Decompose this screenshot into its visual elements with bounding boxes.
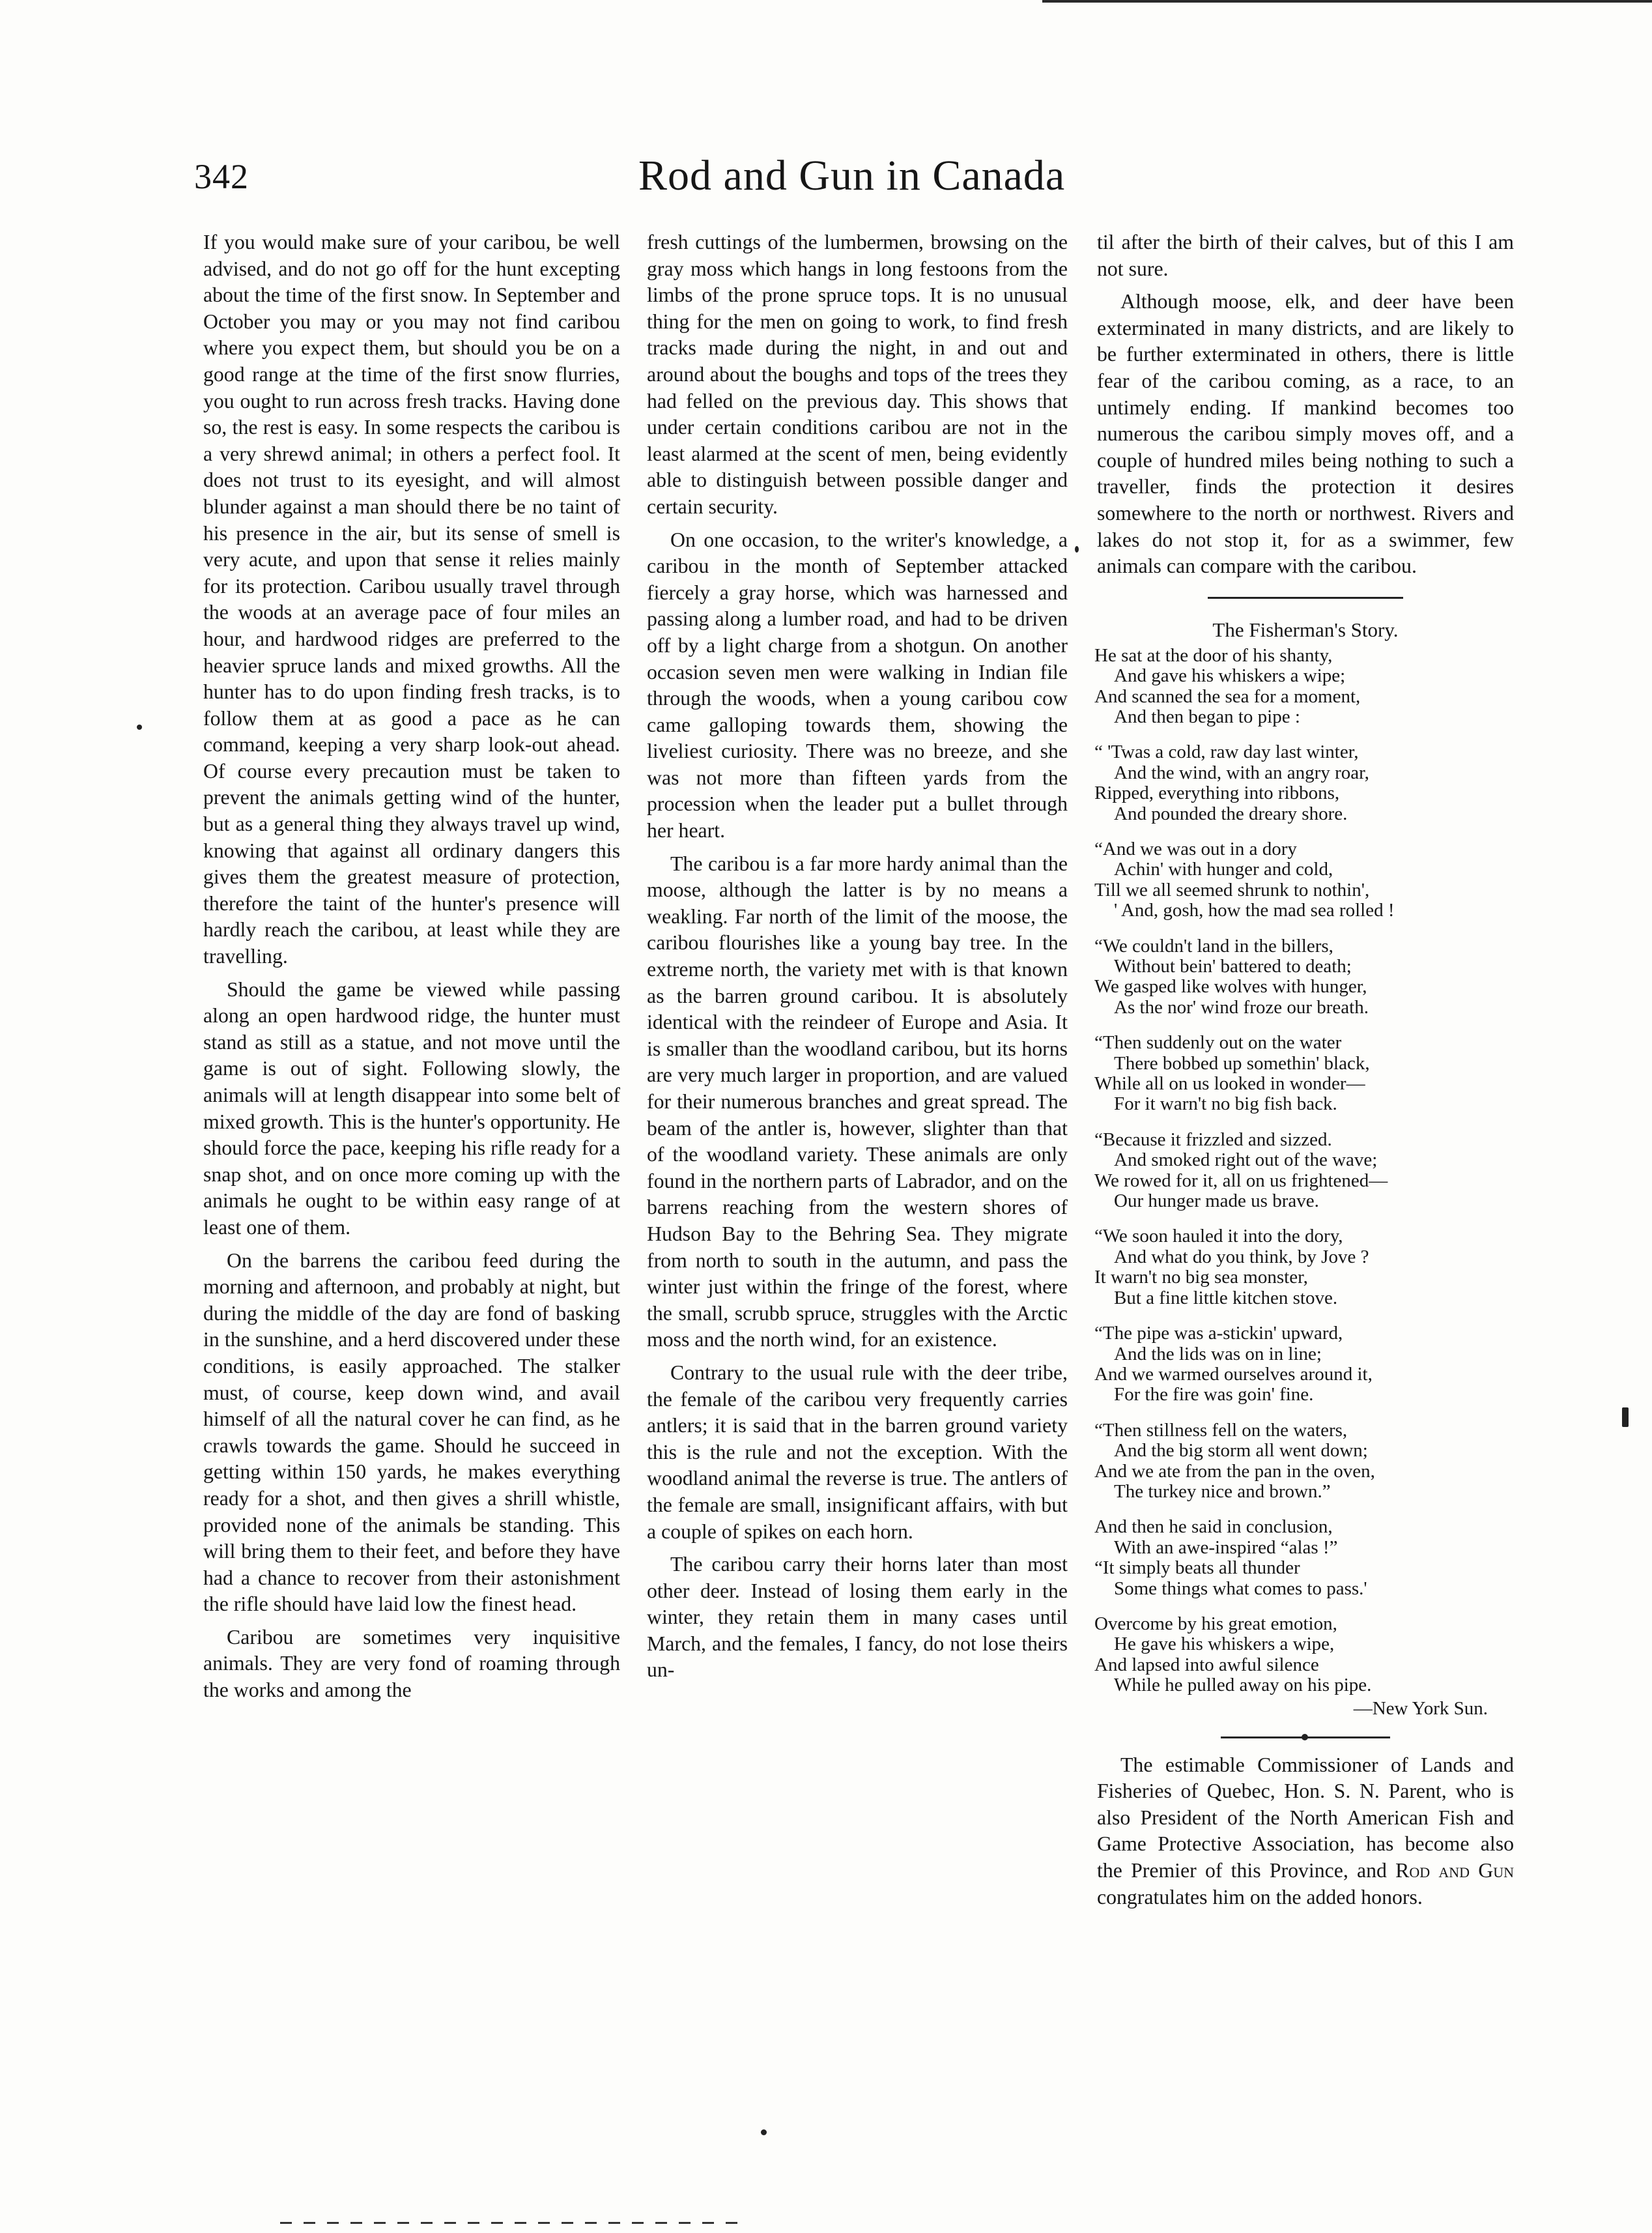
poem-line: There bobbed up somethin' black, [1114, 1052, 1370, 1074]
poem-line: And what do you think, by Jove ? [1114, 1246, 1369, 1267]
paragraph: Caribou are sometimes very inquisitive animals. They are very fond of roaming through the works and among the [203, 1625, 620, 1702]
poem-attribution: —New York Sun. [1353, 1697, 1488, 1719]
poem-stanza [1094, 839, 1514, 921]
poem-line: “It simply beats all thunder [1094, 1557, 1300, 1579]
paragraph: Contrary to the usual rule with the deer tribe, the female of the caribou very frequently carries antlers; it is said that in the barren ground variety this is the rule and not the exception. With the woodland animal the reverse is true. The antlers of the female are small, insignificant affairs, with but a couple of spikes on each horn. [647, 1361, 1068, 1543]
section-divider [1208, 597, 1403, 599]
column-3 [1094, 229, 1514, 1910]
poem-line: “ 'Twas a cold, raw day last winter, [1094, 742, 1359, 763]
poem-stanza [1094, 1517, 1514, 1599]
paragraph: The caribou carry their horns later than most other deer. Instead of losing them early in the winter, they retain them in many cases until March, and the females, I fancy, do not lose theirs un- [647, 1553, 1068, 1682]
poem-line: As the nor' wind froze our breath. [1114, 996, 1369, 1018]
print-speck [137, 725, 142, 730]
poem-stanza [1094, 1323, 1514, 1405]
poem-stanza [1094, 1033, 1514, 1115]
poem-line: And gave his whiskers a wipe; [1114, 665, 1346, 687]
poem-line: Overcome by his great emotion, [1094, 1613, 1337, 1634]
print-speck [761, 2129, 767, 2135]
poem-stanza [1094, 646, 1514, 728]
poem-stanza [1094, 1130, 1514, 1212]
poem-line: For it warn't no big fish back. [1114, 1093, 1337, 1115]
page-number: 342 [194, 157, 249, 196]
paragraph: On the barrens the caribou feed during the morning and afternoon, and probably at night, but during the middle of the day are fond of basking in the sunshine, and a herd discovered under these conditions, is easily approached. The stalker must, of course, keep down wind, and avail himself of all the natural cover he can find, as he crawls towards the game. Should he succeed in getting within 150 yards, he makes everything ready for a shot, and then gives a shrill whistle, provided none of the animals be standing. This will bring them to their feet, and before they have had a chance to recover from their astonishment the rifle should have laid low the finest head. [203, 1248, 620, 1616]
poem-line: And scanned the sea for a moment, [1094, 685, 1361, 707]
poem-line: For the fire was goin' fine. [1114, 1384, 1314, 1405]
column-2 [647, 229, 1068, 1684]
poem-stanza [1094, 1226, 1514, 1308]
magazine-name: Rod and Gun [1395, 1858, 1514, 1882]
poem-line: “And we was out in a dory [1094, 838, 1297, 859]
paragraph: fresh cuttings of the lumbermen, browsing on the gray moss which hangs in long festoons from the limbs of the prone spruce tops. It is no unusual thing for the men on going to work, to find fresh tracks made during the night, in and out and around about the boughs and tops of the trees they had felled on the previous day. This shows that under certain conditions caribou are not in the least alarmed at the scent of men, being evidently able to distinguish between possible danger and certain security. [647, 231, 1068, 518]
closing-note [1097, 1752, 1514, 1911]
running-title: Rod and Gun in Canada [638, 152, 1066, 199]
poem-stanza [1094, 936, 1514, 1018]
poem-line: Till we all seemed shrunk to nothin', [1094, 879, 1370, 900]
poem-line: Ripped, everything into ribbons, [1094, 783, 1340, 804]
poem-line: “Because it frizzled and sizzed. [1094, 1129, 1332, 1150]
poem-line: Some things what comes to pass.' [1114, 1578, 1367, 1599]
poem-line: And lapsed into awful silence [1094, 1654, 1319, 1675]
poem-line: ' And, gosh, how the mad sea rolled ! [1114, 900, 1395, 921]
column-1 [203, 229, 620, 1704]
poem-line: Achin' with hunger and cold, [1114, 859, 1333, 880]
poem-line: The turkey nice and brown.” [1114, 1480, 1331, 1502]
poem-line: We gasped like wolves with hunger, [1094, 976, 1367, 998]
poem-line: And smoked right out of the wave; [1114, 1149, 1378, 1171]
poem-line: We rowed for it, all on us frightened— [1094, 1170, 1388, 1191]
poem-line: He sat at the door of his shanty, [1094, 644, 1333, 666]
poem-line: While all on us looked in wonder— [1094, 1073, 1365, 1095]
dotted-divider [1221, 1734, 1390, 1740]
print-speck [1622, 1407, 1629, 1427]
poem-line: It warn't no big sea monster, [1094, 1267, 1308, 1288]
paragraph: til after the birth of their calves, but of this I am not sure. [1097, 231, 1514, 280]
poem-line: Without bein' battered to death; [1114, 956, 1352, 977]
poem-line: He gave his whiskers a wipe, [1114, 1634, 1335, 1655]
poem-line: And pounded the dreary shore. [1114, 803, 1348, 824]
poem-line: “We soon hauled it into the dory, [1094, 1226, 1343, 1247]
poem-line: And we ate from the pan in the oven, [1094, 1460, 1375, 1482]
poem-line: While he pulled away on his pipe. [1114, 1675, 1372, 1696]
paragraph: Although moose, elk, and deer have been exterminated in many districts, and are likely to be further exterminated in others, there is little fear of the caribou coming, as a race, to an untimely ending. If mankind becomes too numerous the caribou simply moves off, and a couple of hundred miles being nothing to such a traveller, finds the protection it desires somewhere to the north or northwest. Rivers and lakes do not stop it, for as a swimmer, few animals can compare with the caribou. [1097, 290, 1514, 578]
poem-line: With an awe-inspired “alas !” [1114, 1536, 1338, 1558]
poem-stanza [1094, 1614, 1514, 1696]
poem-line: “The pipe was a-stickin' upward, [1094, 1323, 1343, 1344]
poem-line: And the big storm all went down; [1114, 1440, 1368, 1462]
bottom-edge-marks [280, 2222, 749, 2224]
poem-line: And we warmed ourselves around it, [1094, 1363, 1373, 1385]
poem-body [1094, 646, 1514, 1696]
paragraph: The caribou is a far more hardy animal than the moose, although the latter is by no means a weakling. Far north of the limit of the moose, the caribou flourishes like a young bay tree. In the extreme north, the variety met with is that known as the barren ground caribou. It is absolutely identical with the reindeer of Europe and Asia. It is smaller than the woodland caribou, but its horns are very much larger in proportion, and are valued for their numerous branches and great spread. The beam of the antler is, however, slighter than that of the woodland variety. These animals are only found in the northern parts of Labrador, and on the barrens reaching from the western shores of Hudson Bay to the Behring Sea. They migrate from north to south in the autumn, and pass the winter just within the fringe of the forest, where the small, scrubb spruce, struggles with the Arctic moss and the north wind, for an existence. [647, 852, 1068, 1351]
top-edge-rule [1042, 0, 1652, 3]
paragraph: On one occasion, to the writer's knowledge, a caribou in the month of September attacked fiercely a gray horse, which was harnessed and passing along a lumber road, and had to be driven off by a light charge from a shotgun. On another occasion seven men were walking in Indian file through the woods, when a young caribou cow came galloping towards them, showing the liveliest curiosity. There was no breeze, and she was not more than fifteen yards from the procession when the leader put a bullet through her heart. [647, 528, 1068, 843]
paragraph: If you would make sure of your caribou, be well advised, and do not go off for the hunt excepting about the time of the first snow. In September and October you may or you may not find caribou where you expect them, but should you be on a good range at the time of the first snow flurries, you ought to run across fresh tracks. Having done so, the rest is easy. In some respects the caribou is a very shrewd animal; in others a perfect fool. It does not trust to its eyesight, and will almost blunder against a man should there be no taint of his presence in the air, but its sense of smell is very acute, and upon that sense it relies mainly for its protection. Caribou usually travel through the woods at an average pace of four miles an hour, and hardwood ridges are preferred to the heavier spruce lands and mixed growths. All the hunter has to do upon finding fresh tracks, is to follow them at as good a pace as he can command, keeping a very sharp look-out ahead. Of course every precaution must be taken to prevent the animals getting wind of the hunter, but as a general thing they always travel up wind, knowing that against all ordinary dangers this gives them the greatest measure of protection, therefore the taint of the hunter's presence will hardly reach the caribou, at least while they are travelling. [203, 231, 620, 968]
poem-line: And the wind, with an angry roar, [1114, 762, 1369, 783]
poem-line: Our hunger made us brave. [1114, 1190, 1319, 1212]
poem-line: “Then suddenly out on the water [1094, 1032, 1342, 1054]
poem-stanza [1094, 1420, 1514, 1503]
closing-note-text: The estimable Commissioner of Lands and Fisheries of Quebec, Hon. S. N. Parent, who is also President of the North American Fish and Game Protective Association, has become also the Premier of this Province, and [1097, 1753, 1514, 1882]
poem-line: But a fine little kitchen stove. [1114, 1287, 1338, 1308]
paragraph: Should the game be viewed while passing along an open hardwood ridge, the hunter must stand as still as a statue, and not move until the game is out of sight. Following slowly, the animals will at length disappear into some belt of mixed growth. This is the hunter's opportunity. He should force the pace, keeping his rifle ready for a snap shot, and on once more coming up with the animals he ought to be within easy range of at least one of them. [203, 977, 620, 1239]
closing-note-text-end: congratulates him on the added honors. [1097, 1885, 1423, 1909]
poem-line: “Then stillness fell on the waters, [1094, 1419, 1348, 1441]
poem-stanza [1094, 742, 1514, 824]
poem-line: “We couldn't land in the billers, [1094, 935, 1333, 957]
poem-line: And the lids was on in line; [1114, 1343, 1322, 1364]
poem-line: And then began to pipe : [1114, 706, 1300, 727]
print-speck [1075, 546, 1079, 553]
poem-line: And then he said in conclusion, [1094, 1516, 1333, 1538]
poem-title: The Fisherman's Story. [1212, 618, 1399, 641]
